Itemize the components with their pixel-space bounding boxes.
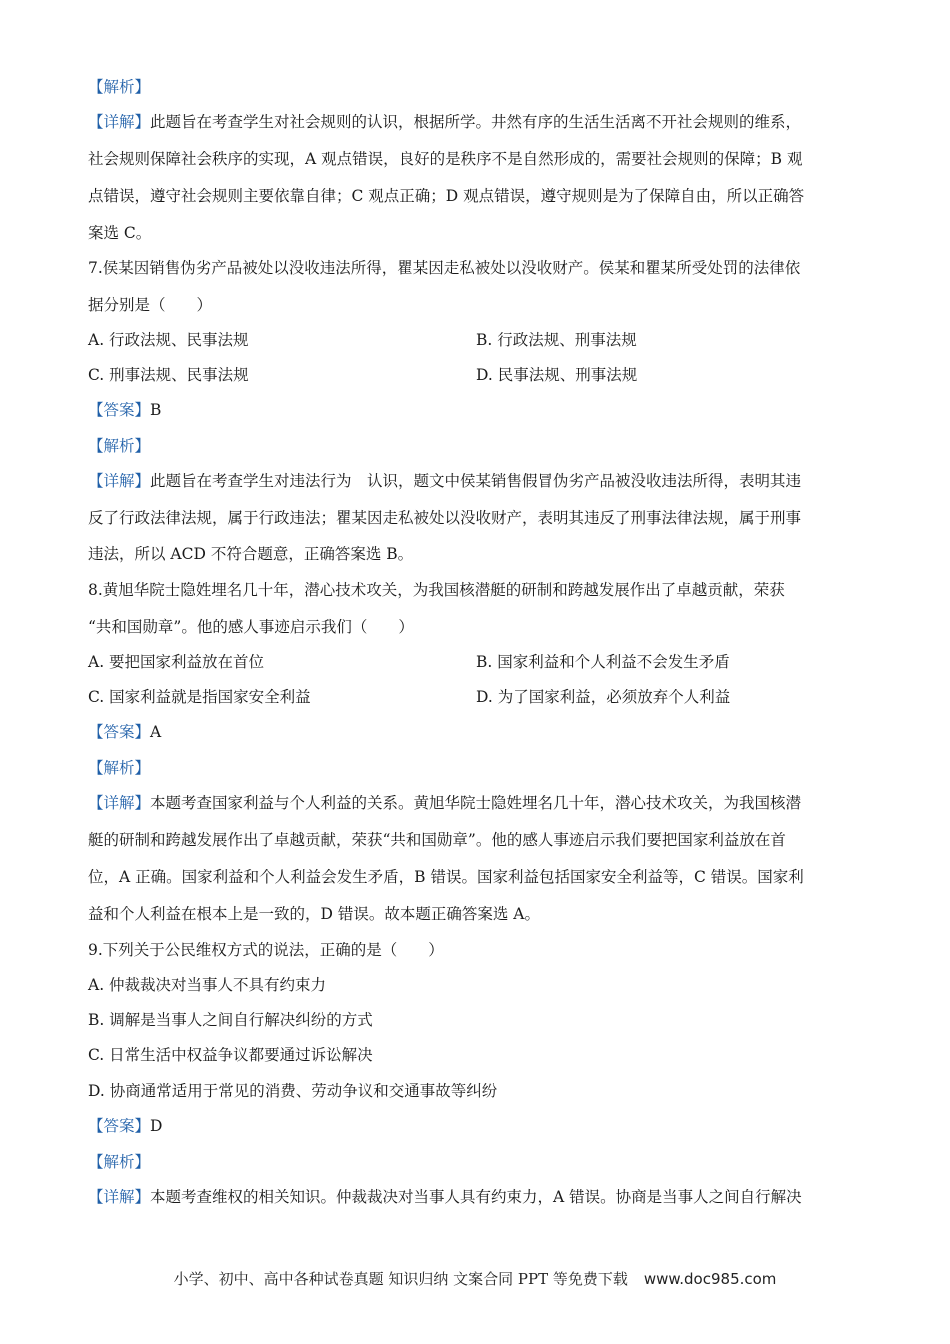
q8-option-b: B. 国家利益和个人利益不会发生矛盾 xyxy=(476,653,730,671)
page-footer xyxy=(0,1268,950,1289)
q8-detail-line: 位，A 正确。国家利益和个人利益会发生矛盾，B 错误。国家利益包括国家安全利益等，C 错误。国家利 xyxy=(88,868,804,886)
q9-answer: 【答案】D xyxy=(88,1117,163,1135)
footer-url[interactable]: www.doc985.com xyxy=(643,1270,777,1288)
detail-line: 【详解】此题旨在考查学生对社会规则的认识，根据所学。井然有序的生活生活离不开社会规则的维系， xyxy=(88,113,802,131)
q8-detail-line: 艇的研制和跨越发展作出了卓越贡献，荣获“共和国勋章”。他的感人事迹启示我们要把国家利益放在首 xyxy=(88,831,786,849)
footer-text: 小学、初中、高中各种试卷真题 知识归纳 文案合同 PPT 等免费下载 xyxy=(173,1270,628,1288)
q9-option-c: C. 日常生活中权益争议都要通过诉讼解决 xyxy=(88,1046,373,1064)
q9-option-d: D. 协商通常适用于常见的消费、劳动争议和交通事故等纠纷 xyxy=(88,1082,498,1100)
q8-option-d: D. 为了国家利益，必须放弃个人利益 xyxy=(476,688,731,706)
detail-line: 社会规则保障社会秩序的实现，A 观点错误，良好的是秩序不是自然形成的，需要社会规则的保障；B 观 xyxy=(88,150,803,168)
q7-detail-line: 反了行政法律法规，属于行政违法；瞿某因走私被处以没收财产，表明其违反了刑事法律法规，属于刑事 xyxy=(88,509,802,527)
q9-analysis-heading: 【解析】 xyxy=(88,1153,151,1171)
q8-answer: 【答案】A xyxy=(88,723,162,741)
q7-analysis-heading: 【解析】 xyxy=(88,437,151,455)
detail-line: 点错误，遵守社会规则主要依靠自律；C 观点正确；D 观点错误，遵守规则是为了保障自由，所以正确答 xyxy=(88,187,805,205)
q8-detail-line: 【详解】本题考查国家利益与个人利益的关系。黄旭华院士隐姓埋名几十年，潜心技术攻关，为我国核潜 xyxy=(88,794,802,812)
q7-option-d: D. 民事法规、刑事法规 xyxy=(476,366,638,384)
question-7-stem-cont: 据分别是（ ） xyxy=(88,296,213,314)
detail-line: 案选 C。 xyxy=(88,224,152,242)
q7-detail-line: 【详解】此题旨在考查学生对违法行为 认识，题文中侯某销售假冒伪劣产品被没收违法所得，表明其违 xyxy=(88,472,802,490)
q7-answer: 【答案】B xyxy=(88,401,162,419)
q9-option-b: B. 调解是当事人之间自行解决纠纷的方式 xyxy=(88,1011,373,1029)
q9-detail-line: 【详解】本题考查维权的相关知识。仲裁裁决对当事人具有约束力，A 错误。协商是当事人之间自行解决 xyxy=(88,1188,802,1206)
q7-option-a: A. 行政法规、民事法规 xyxy=(88,331,249,349)
q8-option-a: A. 要把国家利益放在首位 xyxy=(88,653,265,671)
q9-option-a: A. 仲裁裁决对当事人不具有约束力 xyxy=(88,976,327,994)
question-7-stem: 7.侯某因销售伪劣产品被处以没收违法所得，瞿某因走私被处以没收财产。侯某和瞿某所受处罚的法律依 xyxy=(88,259,801,277)
analysis-heading: 【解析】 xyxy=(88,78,151,96)
question-9-stem: 9.下列关于公民维权方式的说法，正确的是（ ） xyxy=(88,941,444,959)
q8-detail-line: 益和个人利益在根本上是一致的，D 错误。故本题正确答案选 A。 xyxy=(88,905,540,923)
q7-option-b: B. 行政法规、刑事法规 xyxy=(476,331,637,349)
q8-analysis-heading: 【解析】 xyxy=(88,759,151,777)
question-8-stem: 8.黄旭华院士隐姓埋名几十年，潜心技术攻关，为我国核潜艇的研制和跨越发展作出了卓越贡献，荣获 xyxy=(88,581,785,599)
q8-option-c: C. 国家利益就是指国家安全利益 xyxy=(88,688,311,706)
question-8-stem-cont: “共和国勋章”。他的感人事迹启示我们（ ） xyxy=(88,618,414,636)
q7-option-c: C. 刑事法规、民事法规 xyxy=(88,366,249,384)
q7-detail-line: 违法，所以 ACD 不符合题意，正确答案选 B。 xyxy=(88,545,414,563)
